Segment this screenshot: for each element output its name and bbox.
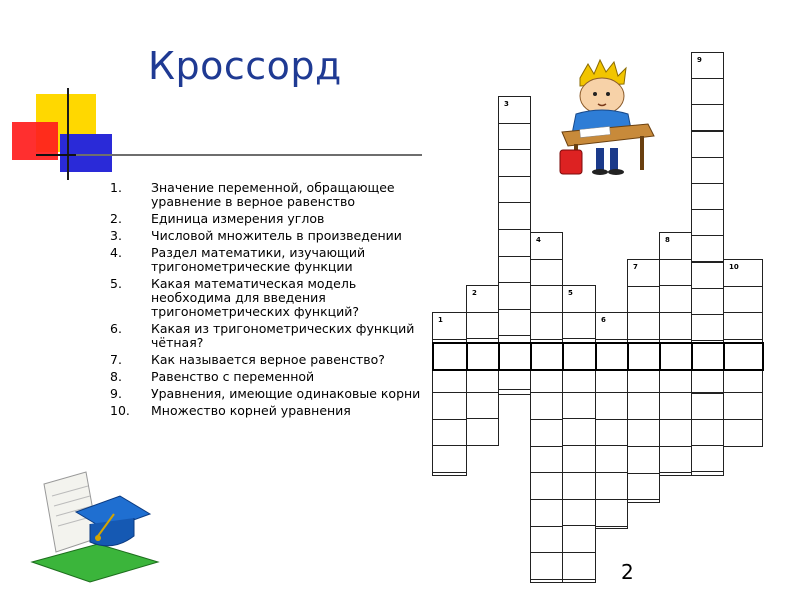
crossword-cell[interactable] xyxy=(562,525,596,553)
clue-number: 4 xyxy=(536,236,541,244)
crossword-cell[interactable] xyxy=(498,256,531,284)
page-number: 2 xyxy=(621,560,634,584)
crossword-cell[interactable] xyxy=(659,312,692,340)
question-text: Единица измерения углов xyxy=(151,211,325,226)
crossword-cell[interactable] xyxy=(530,472,563,500)
crossword-cell[interactable] xyxy=(562,552,596,580)
crossword-cell[interactable] xyxy=(627,259,660,287)
question-text: Какая из тригонометрических функций чётная? xyxy=(151,321,415,350)
question-number: 9. xyxy=(110,386,122,401)
crossword-cell[interactable] xyxy=(530,392,563,420)
crossword-cell[interactable] xyxy=(562,312,596,340)
crossword-cell[interactable] xyxy=(627,499,660,503)
question-text: Какая математическая модель необходима для введения тригонометрических функций? xyxy=(151,276,360,319)
crossword-cell[interactable] xyxy=(595,526,628,529)
crossword-cell[interactable] xyxy=(691,393,724,420)
answer-cell[interactable] xyxy=(723,342,764,371)
crossword-cell[interactable] xyxy=(498,96,531,124)
page-title: Кроссорд xyxy=(148,44,342,88)
crossword-cell[interactable] xyxy=(659,259,692,287)
question-text: Равенство с переменной xyxy=(151,369,315,384)
crossword-cell[interactable] xyxy=(562,418,596,446)
crossword-cell[interactable] xyxy=(659,472,692,476)
crossword-cell[interactable] xyxy=(691,419,724,446)
crossword-cell[interactable] xyxy=(691,209,724,236)
clue-number: 7 xyxy=(633,263,638,271)
crossword-cell[interactable] xyxy=(691,52,724,79)
question-number: 2. xyxy=(110,211,122,226)
crossword-cell[interactable] xyxy=(627,312,660,340)
crossword-cell[interactable] xyxy=(530,259,563,287)
crossword-cell[interactable] xyxy=(595,472,628,500)
clue-number: 1 xyxy=(438,316,443,324)
crossword-cell[interactable] xyxy=(627,419,660,447)
crossword-cell[interactable] xyxy=(466,418,499,446)
crossword-cell[interactable] xyxy=(530,499,563,527)
crossword-cell[interactable] xyxy=(723,419,763,447)
question-number: 5. xyxy=(110,276,122,291)
crossword-cell[interactable] xyxy=(530,232,563,260)
crossword-cell[interactable] xyxy=(691,183,724,210)
crossword-cell[interactable] xyxy=(432,392,467,420)
crossword-cell[interactable] xyxy=(466,312,499,340)
crossword-cell[interactable] xyxy=(530,446,563,474)
crossword-cell[interactable] xyxy=(498,309,531,337)
question-text: Значение переменной, обращающее уравнение в верное равенство xyxy=(151,180,395,209)
crossword-cell[interactable] xyxy=(627,446,660,474)
crossword-cell[interactable] xyxy=(432,312,467,340)
crossword-cell[interactable] xyxy=(691,445,724,472)
crossword-cell[interactable] xyxy=(659,446,692,474)
crossword-cell[interactable] xyxy=(562,285,596,313)
answer-cell[interactable] xyxy=(498,342,532,371)
crossword-cell[interactable] xyxy=(530,312,563,340)
crossword-cell[interactable] xyxy=(466,392,499,420)
crossword-cell[interactable] xyxy=(723,286,763,314)
crossword-cell[interactable] xyxy=(432,472,467,476)
crossword-cell[interactable] xyxy=(723,392,763,420)
question-text: Множество корней уравнения xyxy=(151,403,351,418)
crossword-cell[interactable] xyxy=(562,392,596,420)
crossword-cell[interactable] xyxy=(627,392,660,420)
crossword-cell[interactable] xyxy=(562,579,596,583)
crossword-cell[interactable] xyxy=(691,288,724,315)
crossword-cell[interactable] xyxy=(498,282,531,310)
question-number: 6. xyxy=(110,321,122,336)
clue-number: 2 xyxy=(472,289,477,297)
question-number: 8. xyxy=(110,369,122,384)
clue-number: 9 xyxy=(697,56,702,64)
crossword-cell[interactable] xyxy=(691,78,724,105)
crossword-cell[interactable] xyxy=(562,472,596,500)
answer-cell[interactable] xyxy=(659,342,693,371)
clue-number: 10 xyxy=(729,263,739,271)
crossword-cell[interactable] xyxy=(530,552,563,580)
crossword-cell[interactable] xyxy=(691,235,724,262)
crossword-cell[interactable] xyxy=(691,131,724,158)
clue-number: 5 xyxy=(568,289,573,297)
question-number: 10. xyxy=(110,403,130,418)
question-number: 4. xyxy=(110,245,122,260)
crossword-cell[interactable] xyxy=(723,312,763,340)
crossword-cell[interactable] xyxy=(595,445,628,473)
clue-number: 3 xyxy=(504,100,509,108)
crossword-cell[interactable] xyxy=(498,123,531,151)
question-number: 3. xyxy=(110,228,122,243)
crossword-cell[interactable] xyxy=(498,149,531,177)
crossword-cell[interactable] xyxy=(659,232,692,260)
question-text: Числовой множитель в произведении xyxy=(151,228,402,243)
clue-number: 6 xyxy=(601,316,606,324)
crossword-cell[interactable] xyxy=(595,499,628,527)
crossword-cell[interactable] xyxy=(562,445,596,473)
crossword-cell[interactable] xyxy=(498,176,531,204)
crossword-cell[interactable] xyxy=(595,392,628,420)
answer-cell[interactable] xyxy=(627,342,661,371)
answer-cell[interactable] xyxy=(562,342,597,371)
crossword-cell[interactable] xyxy=(498,389,531,395)
answer-cell[interactable] xyxy=(432,342,468,371)
crossword-cell[interactable] xyxy=(659,392,692,420)
crossword-cell[interactable] xyxy=(466,285,499,313)
crossword-cell[interactable] xyxy=(691,104,724,131)
question-text: Уравнения, имеющие одинаковые корни xyxy=(151,386,421,401)
question-number: 7. xyxy=(110,352,122,367)
crossword-cell[interactable] xyxy=(530,285,563,313)
crossword-cell[interactable] xyxy=(498,202,531,230)
crossword-cell[interactable] xyxy=(627,473,660,501)
crossword-cell[interactable] xyxy=(432,445,467,473)
crossword-cell[interactable] xyxy=(691,471,724,476)
crossword-cell[interactable] xyxy=(530,419,563,447)
crossword-cell[interactable] xyxy=(498,229,531,257)
crossword-cell[interactable] xyxy=(691,314,724,341)
question-text: Раздел математики, изучающий тригонометрические функции xyxy=(151,245,366,274)
crossword-cell[interactable] xyxy=(691,157,724,184)
crossword-cell[interactable] xyxy=(530,526,563,554)
crossword-cell[interactable] xyxy=(530,579,563,583)
crossword-cell[interactable] xyxy=(723,259,763,287)
answer-cell[interactable] xyxy=(530,342,564,371)
crossword-cell[interactable] xyxy=(595,419,628,447)
crossword-cell[interactable] xyxy=(562,499,596,527)
question-number: 1. xyxy=(110,180,122,195)
crossword-cell[interactable] xyxy=(595,312,628,340)
crossword-cell[interactable] xyxy=(659,285,692,313)
crossword-cell[interactable] xyxy=(659,419,692,447)
answer-cell[interactable] xyxy=(466,342,500,371)
crossword-cell[interactable] xyxy=(432,419,467,447)
answer-cell[interactable] xyxy=(691,342,725,371)
clue-number: 8 xyxy=(665,236,670,244)
crossword-cell[interactable] xyxy=(627,286,660,314)
crossword-cell[interactable] xyxy=(691,262,724,289)
question-text: Как называется верное равенство? xyxy=(151,352,385,367)
answer-cell[interactable] xyxy=(595,342,629,371)
